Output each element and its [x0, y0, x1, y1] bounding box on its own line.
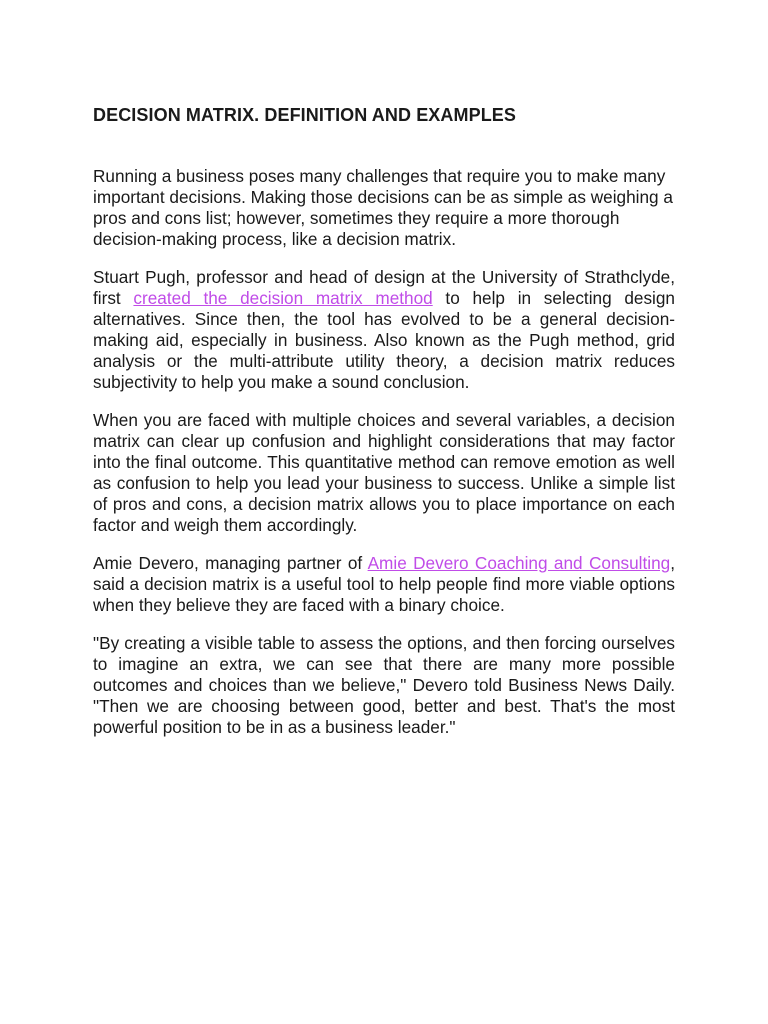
paragraph-1: Running a business poses many challenges that require you to make many important decisions. Making those decisions can be as simple as weighing a pros and cons list; however, sometimes they require a more thorough decision-making process, like a decision matrix. — [93, 166, 673, 249]
paragraph-4 — [93, 553, 675, 616]
paragraph-5: "By creating a visible table to assess the options, and then forcing ourselves to imagine an extra, we can see that there are many more possible outcomes and choices than we believe," Devero told Business News Daily. "Then we are choosing between good, better and best. That's the most powerful position to be in as a business leader." — [93, 633, 675, 737]
paragraph-2-text-after: to help in selecting design alternatives. Since then, the tool has evolved to be a general decision-making aid, especially in business. Also known as the Pugh method, grid analysis or the multi-attribute utility theory, a decision matrix reduces subjectivity to help you make a sound conclusion. — [93, 288, 675, 392]
paragraph-2-text-before: Stuart Pugh, professor and head of design at the University of Strathclyde, first — [93, 267, 675, 308]
article-body — [93, 104, 675, 755]
paragraph-2 — [93, 267, 675, 393]
paragraph-4-text-before: Amie Devero, managing partner of — [93, 553, 368, 573]
paragraph-3: When you are faced with multiple choices and several variables, a decision matrix can clear up confusion and highlight considerations that may factor into the final outcome. This quantitative method can remove emotion as well as confusion to help you lead your business to success. Unlike a simple list of pros and cons, a decision matrix allows you to place importance on each factor and weigh them accordingly. — [93, 410, 675, 535]
paragraph-4-text-after: , said a decision matrix is a useful tool to help people find more viable options when they believe they are faced with a binary choice. — [93, 553, 675, 615]
link-amie-devero-coaching[interactable]: Amie Devero Coaching and Consulting — [367, 553, 671, 573]
article-title: DECISION MATRIX. DEFINITION AND EXAMPLES — [93, 105, 517, 125]
link-created-decision-matrix-method[interactable]: created the decision matrix method — [133, 288, 433, 308]
